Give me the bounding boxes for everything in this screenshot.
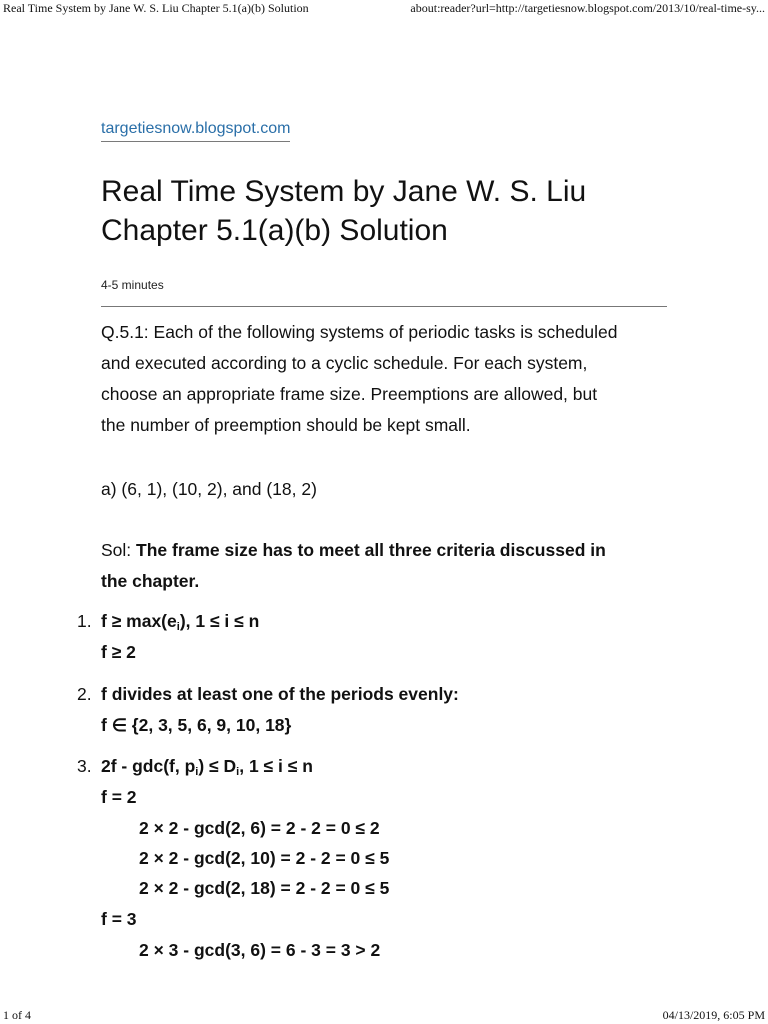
- print-datetime: 04/13/2019, 6:05 PM: [662, 1008, 765, 1022]
- criterion-text: f divides at least one of the periods evenly:: [101, 684, 459, 704]
- site-link[interactable]: targetiesnow.blogspot.com: [101, 120, 290, 142]
- list-number: 1.: [77, 611, 92, 631]
- solution-intro: [101, 535, 667, 597]
- calculation-line: 2 × 2 - gcd(2, 6) = 2 - 2 = 0 ≤ 2: [139, 818, 380, 838]
- calculation-line: 2 × 2 - gcd(2, 18) = 2 - 2 = 0 ≤ 5: [139, 878, 390, 898]
- criterion-2-result: f ∈ {2, 3, 5, 6, 9, 10, 18}: [101, 715, 292, 735]
- question-line: choose an appropriate frame size. Preemptions are allowed, but: [101, 384, 598, 404]
- subscript: i: [195, 766, 199, 778]
- subscript: i: [236, 766, 240, 778]
- part-a-paragraph: a) (6, 1), (10, 2), and (18, 2): [101, 479, 317, 499]
- print-header: [0, 0, 768, 18]
- article-title-line: Chapter 5.1(a)(b) Solution: [101, 214, 448, 247]
- sol-prefix: Sol:: [101, 540, 137, 560]
- reading-time: 4-5 minutes: [101, 278, 164, 292]
- page-counter: 1 of 4: [3, 1008, 31, 1022]
- calculation-line: 2 × 3 - gcd(3, 6) = 6 - 3 = 3 > 2: [139, 940, 381, 960]
- question-line: Q.5.1: Each of the following systems of periodic tasks is scheduled: [101, 322, 618, 342]
- criterion-3-heading: [77, 751, 313, 782]
- criterion-text: ), 1 ≤ i ≤ n: [179, 611, 260, 631]
- solution-line: [101, 535, 667, 566]
- f-value-label: f = 2: [101, 787, 137, 807]
- print-header-url: about:reader?url=http://targetiesnow.blogspot.com/2013/10/real-time-sy...: [410, 1, 765, 15]
- question-paragraph: [101, 317, 667, 441]
- criterion-text: , 1 ≤ i ≤ n: [239, 756, 313, 776]
- criterion-text: 2f - gdc(f, p: [101, 756, 196, 776]
- list-number: 3.: [77, 756, 92, 776]
- criterion-1-heading: [77, 606, 260, 637]
- sol-statement: The frame size has to meet all three criteria discussed in: [136, 540, 606, 560]
- question-line: and executed according to a cyclic schedule. For each system,: [101, 353, 588, 373]
- article-title-line: Real Time System by Jane W. S. Liu: [101, 175, 587, 208]
- criterion-1-result: f ≥ 2: [101, 642, 136, 662]
- criterion-text: ) ≤ D: [198, 756, 237, 776]
- question-line: the number of preemption should be kept small.: [101, 415, 471, 435]
- criterion-text: f ≥ max(e: [101, 611, 177, 631]
- subscript: i: [176, 621, 180, 633]
- list-number: 2.: [77, 684, 92, 704]
- f-value-label: f = 3: [101, 909, 137, 929]
- print-header-title: Real Time System by Jane W. S. Liu Chapter 5.1(a)(b) Solution: [3, 1, 309, 15]
- criterion-2-heading: [77, 679, 459, 710]
- header-divider: [101, 306, 667, 307]
- calculation-line: 2 × 2 - gcd(2, 10) = 2 - 2 = 0 ≤ 5: [139, 848, 390, 868]
- solution-line: the chapter.: [101, 571, 200, 591]
- article-title: [101, 172, 667, 250]
- print-footer: [0, 1006, 768, 1024]
